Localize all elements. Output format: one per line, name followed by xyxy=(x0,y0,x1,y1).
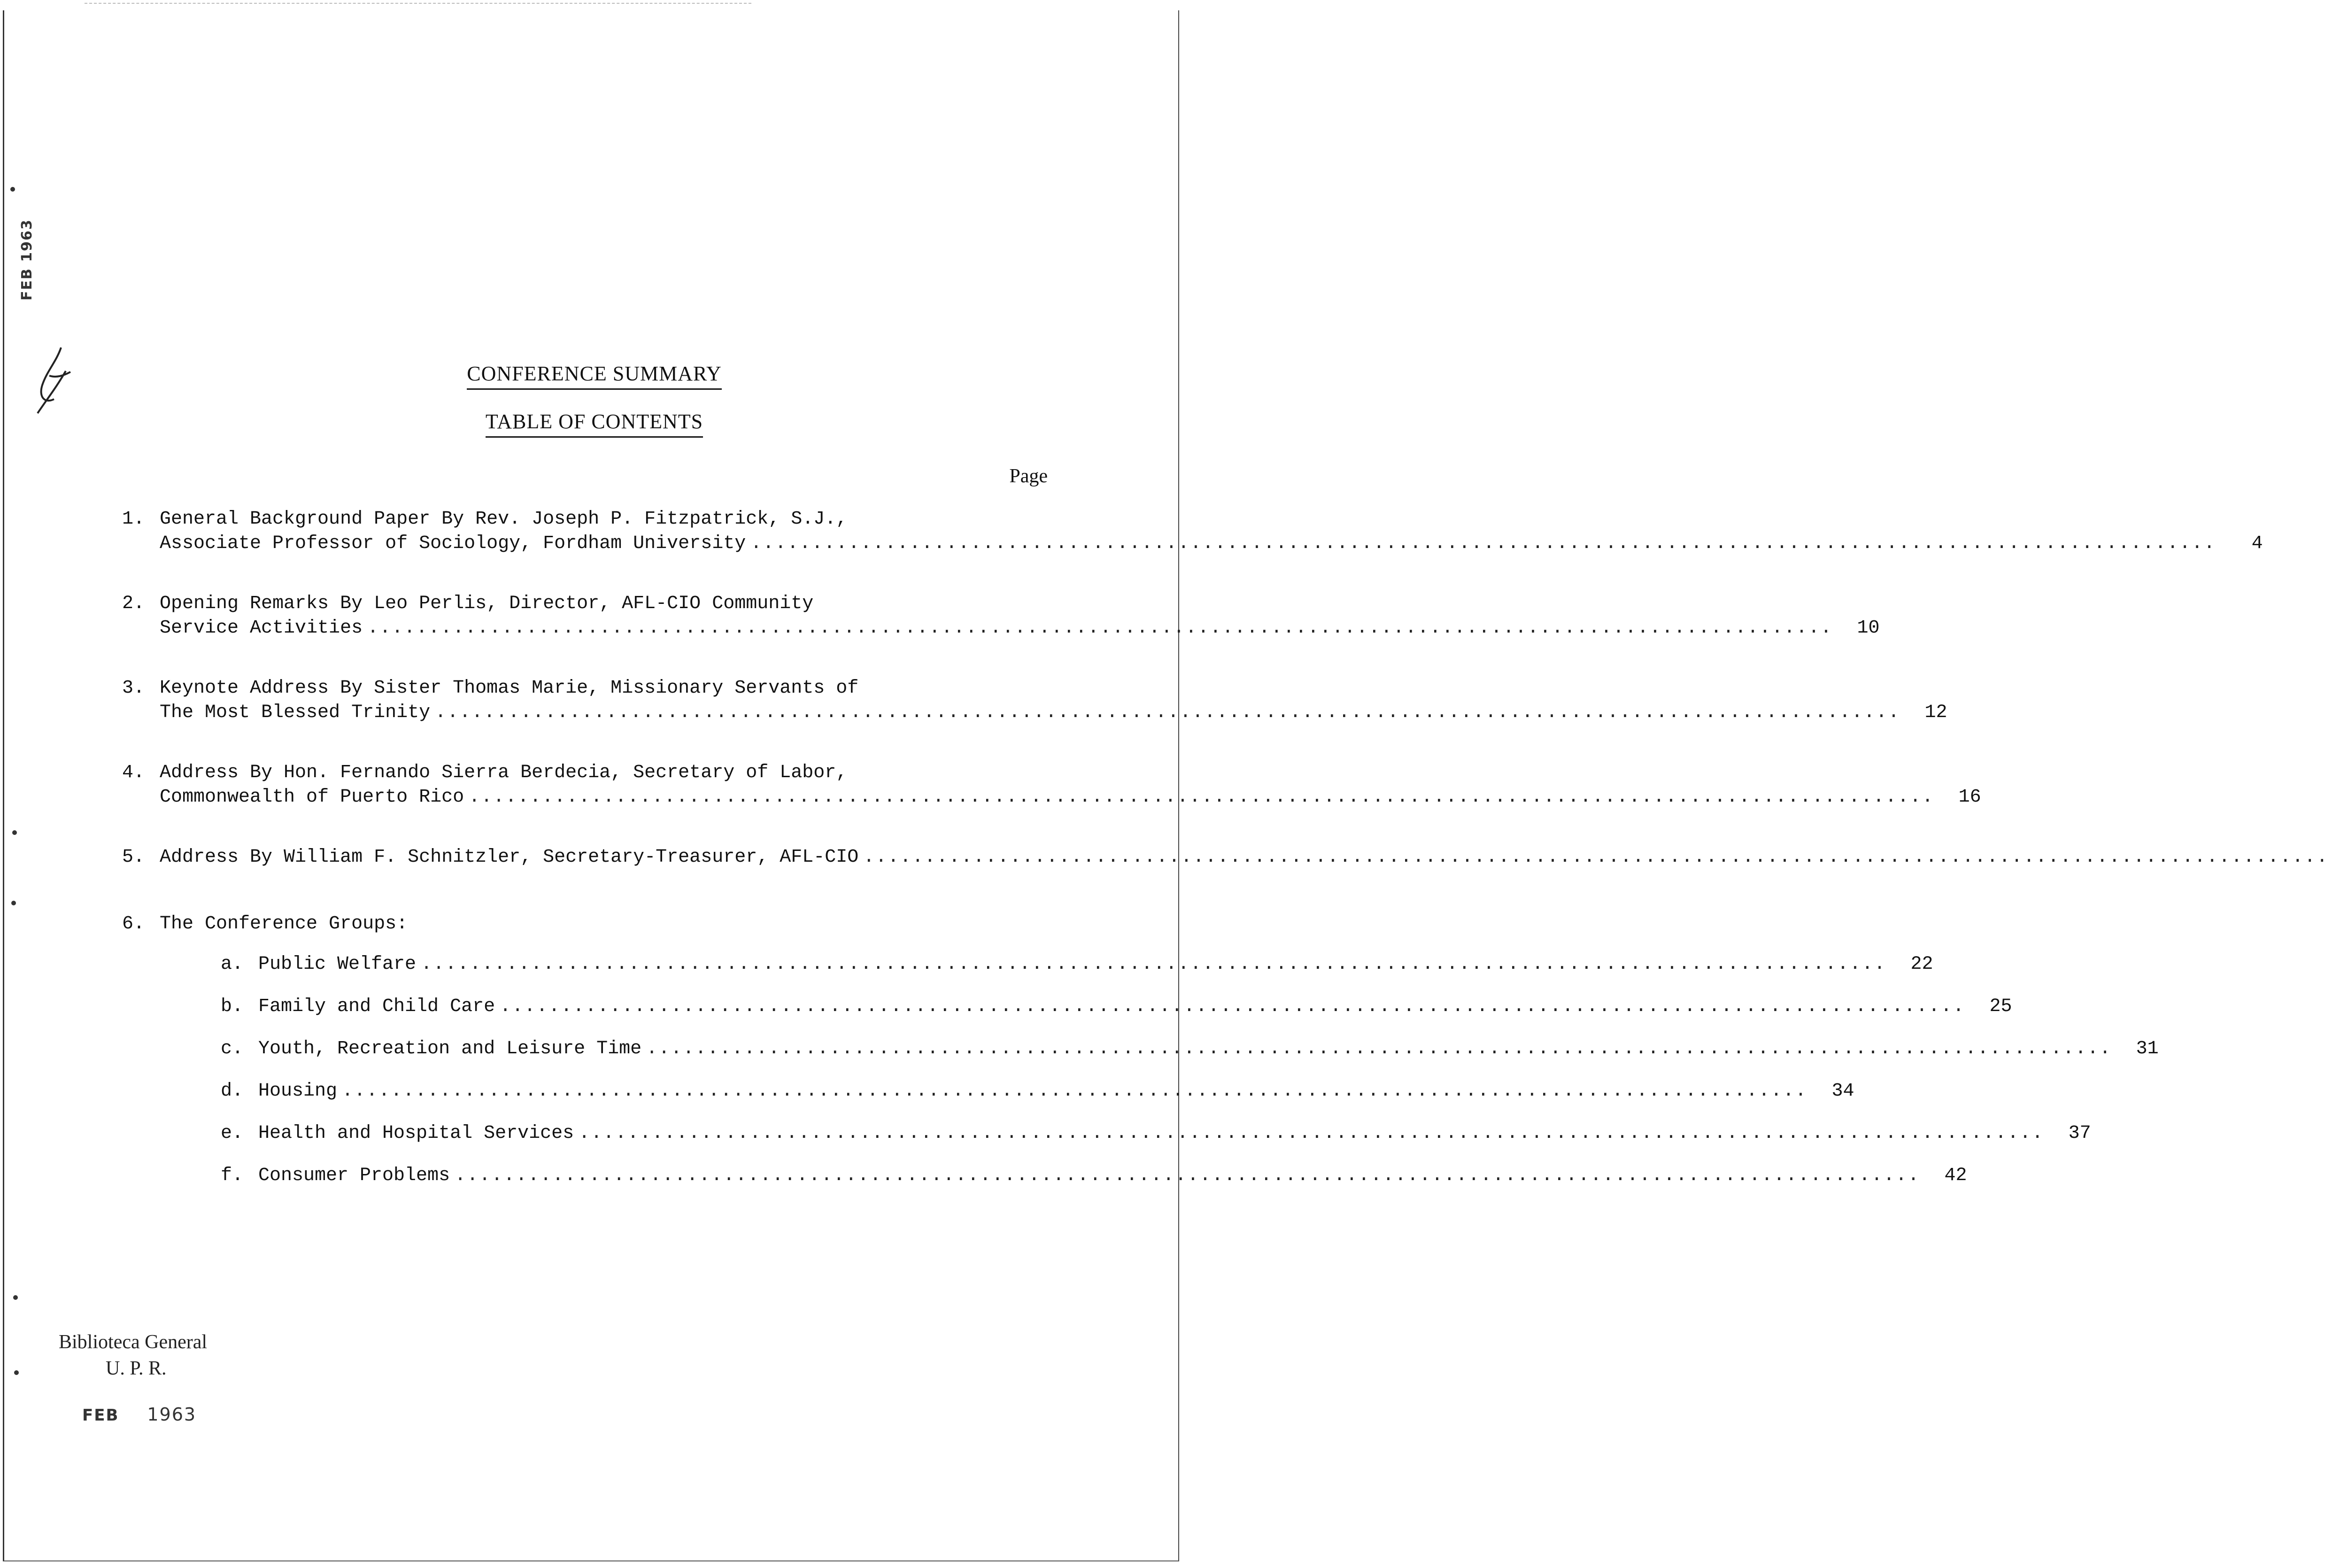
entry-page: 12 xyxy=(1924,702,1947,723)
entry-text-line2: The Most Blessed Trinity xyxy=(160,702,431,723)
toc-entry-1 xyxy=(122,507,2263,556)
scan-speck xyxy=(14,1370,19,1375)
dot-leader: ........................................................................................................................ xyxy=(469,787,1934,808)
subentry-letter: d. xyxy=(221,1081,244,1102)
entry-text-line1: Address By Hon. Fernando Sierra Berdecia, Secretary of Labor, xyxy=(160,762,848,783)
scan-top-marks xyxy=(85,3,751,8)
entry-text-line1: Opening Remarks By Leo Perlis, Director, AFL-CIO Community xyxy=(160,593,814,614)
document-subtitle: TABLE OF CONTENTS xyxy=(0,409,1189,438)
subentry-letter: a. xyxy=(221,954,244,975)
library-stamp xyxy=(59,1329,207,1382)
subentry-page: 34 xyxy=(1831,1081,1854,1102)
entry-text-line2: Service Activities xyxy=(160,618,363,639)
entry-text-line1: The Conference Groups: xyxy=(160,913,408,935)
dot-leader: ........................................................................................................................ xyxy=(579,1123,2044,1144)
entry-number: 5. xyxy=(122,847,145,868)
entry-text-line2: Associate Professor of Sociology, Fordham University xyxy=(160,533,746,554)
scan-speck xyxy=(10,187,15,192)
entry-text-line1: Address By William F. Schnitzler, Secretary-Treasurer, AFL-CIO xyxy=(160,847,859,868)
stamp-year: 1963 xyxy=(147,1404,197,1425)
entry-number: 4. xyxy=(122,762,145,783)
library-stamp-date xyxy=(82,1404,196,1425)
toc-subentry-b xyxy=(221,995,2012,1019)
subentry-letter: b. xyxy=(221,996,244,1017)
subentry-page: 31 xyxy=(2136,1038,2159,1059)
entry-number: 1. xyxy=(122,509,145,530)
subentry-text: Housing xyxy=(258,1081,338,1102)
subentry-text: Consumer Problems xyxy=(258,1165,450,1186)
entry-number: 6. xyxy=(122,913,145,935)
dot-leader: ........................................................................................................................ xyxy=(863,847,2329,868)
dot-leader: ........................................................................................................................ xyxy=(646,1038,2112,1059)
toc-subentry-c xyxy=(221,1037,2159,1061)
subentry-letter: e. xyxy=(221,1123,244,1144)
subentry-text: Health and Hospital Services xyxy=(258,1123,574,1144)
page-column-label: Page xyxy=(1009,465,1048,487)
entry-page: 16 xyxy=(1958,787,1981,808)
side-date-stamp: FEB 1963 xyxy=(19,219,35,301)
scan-speck xyxy=(12,830,17,835)
entry-page: 4 xyxy=(2251,533,2263,554)
dot-leader: ........................................................................................................................ xyxy=(421,954,1886,975)
dot-leader: ........................................................................................................................ xyxy=(367,618,1833,639)
subentry-letter: c. xyxy=(221,1038,244,1059)
dot-leader: ........................................................................................................................ xyxy=(455,1165,1920,1186)
toc-subentry-e xyxy=(221,1121,2091,1146)
document-title: CONFERENCE SUMMARY xyxy=(0,362,1189,390)
scan-speck xyxy=(13,1295,18,1300)
toc-subentry-d xyxy=(221,1079,1854,1104)
entry-page xyxy=(2333,845,2348,870)
library-stamp-name: Biblioteca General xyxy=(59,1331,208,1353)
scan-speck xyxy=(11,901,16,905)
entry-number: 3. xyxy=(122,678,145,699)
dot-leader: ........................................................................................................................ xyxy=(750,533,2216,554)
entry-number: 2. xyxy=(122,593,145,614)
dot-leader: ........................................................................................................................ xyxy=(435,702,1900,723)
toc-entry-4 xyxy=(122,761,1981,810)
toc-entry-5 xyxy=(122,845,2329,870)
toc-subentry-f xyxy=(221,1164,1967,1188)
stamp-month: FEB xyxy=(82,1406,119,1425)
subentry-page: 37 xyxy=(2068,1123,2091,1144)
subentry-letter: f. xyxy=(221,1165,244,1186)
entry-text-line1: Keynote Address By Sister Thomas Marie, Missionary Servants of xyxy=(160,678,859,699)
library-stamp-institution: U. P. R. xyxy=(106,1358,167,1379)
toc-entry-2 xyxy=(122,592,1880,641)
subentry-page: 42 xyxy=(1944,1165,1967,1186)
subentry-text: Public Welfare xyxy=(258,954,417,975)
subentry-text: Youth, Recreation and Leisure Time xyxy=(258,1038,642,1059)
toc-entry-3 xyxy=(122,676,1947,725)
dot-leader: ........................................................................................................................ xyxy=(342,1081,1807,1102)
entry-text-line2: Commonwealth of Puerto Rico xyxy=(160,787,464,808)
entry-page: 10 xyxy=(1857,618,1880,639)
toc-entry-6 xyxy=(122,912,1043,936)
dot-leader: ........................................................................................................................ xyxy=(500,996,1965,1017)
entry-text-line1: General Background Paper By Rev. Joseph P. Fitzpatrick, S.J., xyxy=(160,509,848,530)
subentry-text: Family and Child Care xyxy=(258,996,495,1017)
handwritten-initials-mark xyxy=(28,343,80,423)
subentry-page: 25 xyxy=(1989,996,2012,1017)
toc-subentry-a xyxy=(221,952,1933,977)
subentry-page: 22 xyxy=(1910,954,1933,975)
